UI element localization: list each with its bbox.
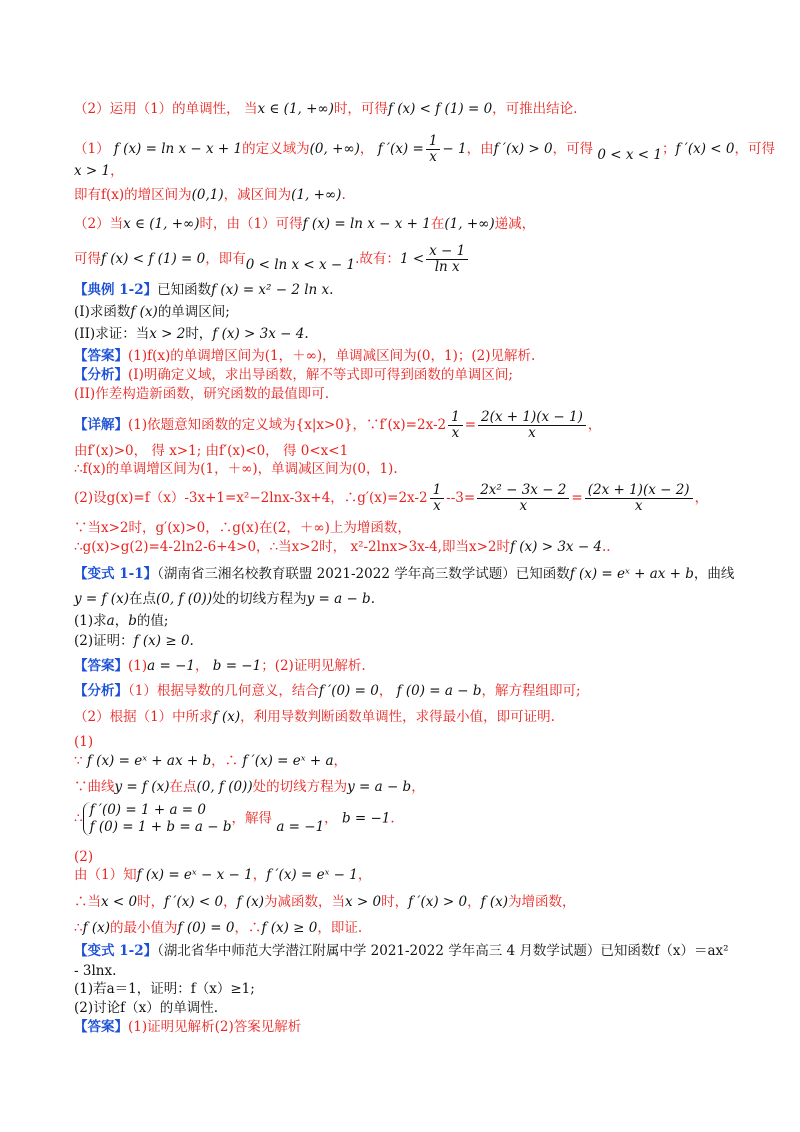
math: f (x) [82,920,111,936]
text-line [74,919,742,937]
text-line [74,632,742,650]
text: - 3lnx. [74,963,117,979]
text: (1) [128,658,148,674]
text-line [74,483,742,514]
text-line [74,133,775,165]
math: f (x) > 3x − 4 [212,326,305,342]
text: 在点 [169,779,197,795]
math: (0, f (0)) [196,779,253,795]
text: ， [694,490,709,506]
text-line [74,244,742,275]
text: （2）当 [74,216,124,232]
math: 0 < x < 1 [597,147,662,163]
text-line [74,778,742,796]
text: .. [602,539,611,555]
denominator: x [634,498,643,514]
text-line [74,612,742,630]
text: 的值; [136,613,169,629]
text: 在 [430,216,445,232]
text: ，解得 [231,810,273,827]
math: f (x) [480,894,509,910]
text: (2)设g(x)=f（x）-3x+1=x²−2lnx-3x+4，∴g′(x)=2x-2 [74,490,428,506]
math: x > 2 [149,326,186,342]
math: a = −1 [276,818,325,835]
text: 由（1）知 [74,867,137,883]
analysis-tag: 【分析】 [74,367,128,383]
text-line [74,538,742,556]
math: f (x) = ln x − x + 1 [302,216,431,232]
text: 即有f(x)的增区间为 [74,187,192,203]
text: (1)若a＝1，证明：f（x）≥1; [74,981,255,997]
text-line [74,733,742,751]
math: − 1 [442,141,467,157]
numerator: 1 [430,483,445,499]
text: . [370,591,375,607]
text: (I)求函数 [74,304,131,320]
math: f ′(x) = eˣ + a [242,753,334,769]
math: y = a − b [306,591,371,607]
math: f ′(x) > 0 [493,141,553,157]
text: = [464,417,477,433]
text: 的最小值为 [110,920,178,936]
fraction [448,410,463,441]
text: （湖南省三湘名校教育联盟 2021-2022 学年高三数学试题）已知函数 [157,566,570,582]
equation-system [83,802,232,836]
denominator: x [429,149,437,165]
math: f ′(x) > 0 [408,894,468,910]
text-line [74,848,742,866]
math: f ′(0) = 0 [318,683,379,699]
text-line [74,186,742,204]
text: ，利用导数判断函数单调性，求得最小值，即可证明. [240,709,555,725]
math: y = f (x) [74,591,129,607]
text: ；(2)证明见解析. [261,658,366,674]
text: ， [467,894,481,910]
text: (1)证明见解析(2)答案见解析 [128,1019,302,1035]
text-line [74,682,742,700]
text: 由f′(x)>0， 得 x>1; 由f′(x)<0， 得 0<x<1 [74,443,349,459]
numerator: 1 [448,410,463,426]
text: 为减函数，当 [264,894,346,910]
text-line [74,347,742,365]
math: x > 1 [74,163,111,179]
text: 时，可得 [333,101,388,117]
text: 时， [185,326,213,342]
text: . [304,326,309,342]
answer-tag: 【答案】 [74,348,128,364]
fraction [477,483,569,514]
text-line [74,657,742,675]
text: ，∴ [234,920,262,936]
text: . [189,633,194,649]
text: (2)讨论f（x）的单调性. [74,1000,219,1016]
text-line [74,410,742,441]
analysis-tag: 【分析】 [74,683,128,699]
text: （湖北省华中师范大学潜江附属中学 2021-2022 学年高三 4 月数学试题）已知函数f（x）＝ax² [157,943,729,959]
text: 时， [381,894,409,910]
text-line [74,802,742,836]
text-line [74,866,742,884]
text: ∴ [74,920,83,936]
math: f (x) [236,894,265,910]
text: 递减， [494,216,536,232]
denominator: x [528,425,536,441]
text-line [74,385,742,403]
section-tag: 【变式 1-1】 [74,566,158,582]
detail-tag: 【详解】 [74,417,128,433]
fraction [585,483,693,514]
text: ，减区间为 [223,187,292,203]
math: f (x) = ln x − x + 1 [113,141,243,157]
text: ∵ [74,753,83,769]
text: ， [223,894,237,910]
text-line [74,999,742,1017]
text: ∴g(x)>g(2)=4-2ln2-6+4>0，∴当x>2时， x²-2lnx>3x-4,即当x>2时 [74,539,510,555]
math: 0 < ln x < x − 1 [245,257,356,273]
math: y = a − b [347,779,412,795]
text: ， [357,867,372,883]
answer-tag: 【答案】 [74,658,128,674]
text: ， [378,683,393,699]
text-line [74,325,742,343]
fraction [426,244,468,275]
equation: f ′(0) = 1 + a = 0 [89,802,206,818]
math: a [106,613,115,629]
text: = [571,490,583,506]
text: ∴ [74,810,83,827]
numerator: (2x + 1)(x − 2) [585,483,693,499]
fraction [430,483,445,514]
math: f ′(x) = [377,141,424,157]
numerator: 1 [426,134,441,150]
math: y = f (x) [114,779,170,795]
math: f (x) = eˣ + ax + b [86,753,212,769]
numerator: 2(x + 1)(x − 1) [478,410,586,426]
text: 时， [137,894,165,910]
section-tag: 【典例 1-2】 [74,282,158,298]
text-line [74,565,742,583]
text: ∴当 [74,894,101,910]
text: . [390,810,395,827]
denominator: ln x [434,259,460,275]
text: 的单调区间; [157,304,230,320]
math: f (x) [212,709,241,725]
math: f (x) ≥ 0 [261,920,318,936]
text-line [74,460,742,478]
text-line [74,100,742,118]
text: (1)f(x)的单调增区间为(1，＋∞)，单调减区间为(0，1)；(2)见解析. [128,348,536,364]
text: ∵当x>2时，g′(x)>0，∴g(x)在(2，＋∞)上为增函数， [74,520,411,536]
text: (II)作差构造新函数，研究函数的最值即可. [74,386,329,402]
text: . [341,187,346,203]
text: 处的切线方程为 [252,779,348,795]
denominator: x [433,498,441,514]
text: ，可得 [734,141,775,157]
text: ， [333,753,348,769]
math: x < 0 [101,894,138,910]
denominator: x [519,498,528,514]
math: f (x) ≥ 0 [133,633,190,649]
text: 为增函数， [508,894,576,910]
text: ，即有 [205,251,246,267]
text: ， [587,417,602,433]
math: f (x) = eˣ − x − 1 [136,867,253,883]
text: ∴f(x)的单调增区间为(1，＋∞)，单调减区间为(0，1). [74,461,398,477]
math: a = −1 [147,658,195,674]
text: ， [359,141,374,157]
text: （1）根据导数的几何意义，结合 [128,683,319,699]
numerator: 2x² − 3x − 2 [477,483,569,499]
math: f ′(x) = eˣ − 1 [266,867,358,883]
text: . [329,282,334,298]
text: (1)求 [74,613,107,629]
text: ， [114,613,129,629]
text-line [74,893,742,911]
text-line [74,752,742,770]
math: 1 < [399,251,425,267]
math: b = −1 [212,658,262,674]
math: x ∈ (1, +∞) [123,216,200,232]
text: ， [194,658,209,674]
text-line [74,281,742,299]
text-line [74,519,742,537]
section-tag: 【变式 1-2】 [74,943,158,959]
text: ，解方程组即可; [481,683,581,699]
text: --3= [446,490,476,506]
math: f ′(x) < 0 [675,141,735,157]
text-line [74,1018,742,1036]
math: f (0) = a − b [396,683,482,699]
math: f (x) [130,304,158,320]
text: (2)证明： [74,633,134,649]
text: ，曲线 [693,566,735,582]
math: (0,1) [191,187,224,203]
text: (1)依题意知函数的定义域为{x|x>0}，∵f′(x)=2x-2 [128,417,447,433]
math: b = −1 [341,810,391,827]
math: x ∈ (1, +∞) [257,101,334,117]
text-line [74,708,742,726]
math: f (x) = x² − 2 ln x [211,282,330,298]
math: f (x) = eˣ + ax + b [569,566,694,582]
text: （2）运用（1）的单调性， 当 [74,101,258,117]
text: ， [324,810,338,827]
text-line [74,303,742,321]
text: ； [661,141,676,157]
text: 的定义域为 [242,141,310,157]
text-line [74,590,742,608]
denominator: x [451,425,460,441]
math: f (x) < f (1) = 0 [101,251,206,267]
text: ， [110,163,124,179]
text-line [74,215,742,233]
text-line [74,366,742,384]
text: ，∴ [211,753,239,769]
math: x > 0 [345,894,382,910]
text-line [74,980,742,998]
text: 时，由（1）可得 [199,216,303,232]
text: 处的切线方程为 [212,591,307,607]
text: ， [252,867,267,883]
math: f (x) > 3x − 4 [510,539,603,555]
text: ， [411,779,425,795]
text-line [74,442,742,460]
text: ，由 [466,141,494,157]
math: f (x) < f (1) = 0 [387,101,493,117]
equation: f (0) = 1 + b = a − b [89,819,232,835]
text: 在点 [128,591,156,607]
text: （1） [74,141,110,157]
math: f (0) = 0 [177,920,235,936]
math: f ′(x) < 0 [164,894,224,910]
math: (0, +∞) [309,141,360,157]
math: (1, +∞) [444,216,495,232]
math: b [128,613,137,629]
math: (1, +∞) [291,187,342,203]
text: 已知函数 [157,282,212,298]
fraction [478,410,586,441]
text: (II)求证：当 [74,326,150,342]
text: (1) [74,734,94,750]
text: (2) [74,849,94,865]
text: ∵曲线 [74,779,115,795]
text: ，即证. [317,920,363,936]
text: (I)明确定义域，求出导函数，解不等式即可得到函数的单调区间; [128,367,513,383]
text-line [74,942,742,960]
text: ，可推出结论. [492,101,578,117]
text-line [74,162,742,180]
math: (0, f (0)) [155,591,213,607]
numerator: x − 1 [426,244,468,260]
text: 可得 [74,251,101,267]
text: ，可得 [552,141,594,157]
text-line [74,962,742,980]
answer-tag: 【答案】 [74,1019,128,1035]
text: （2）根据（1）中所求 [74,709,213,725]
text: .故有： [355,251,400,267]
fraction [426,134,441,165]
